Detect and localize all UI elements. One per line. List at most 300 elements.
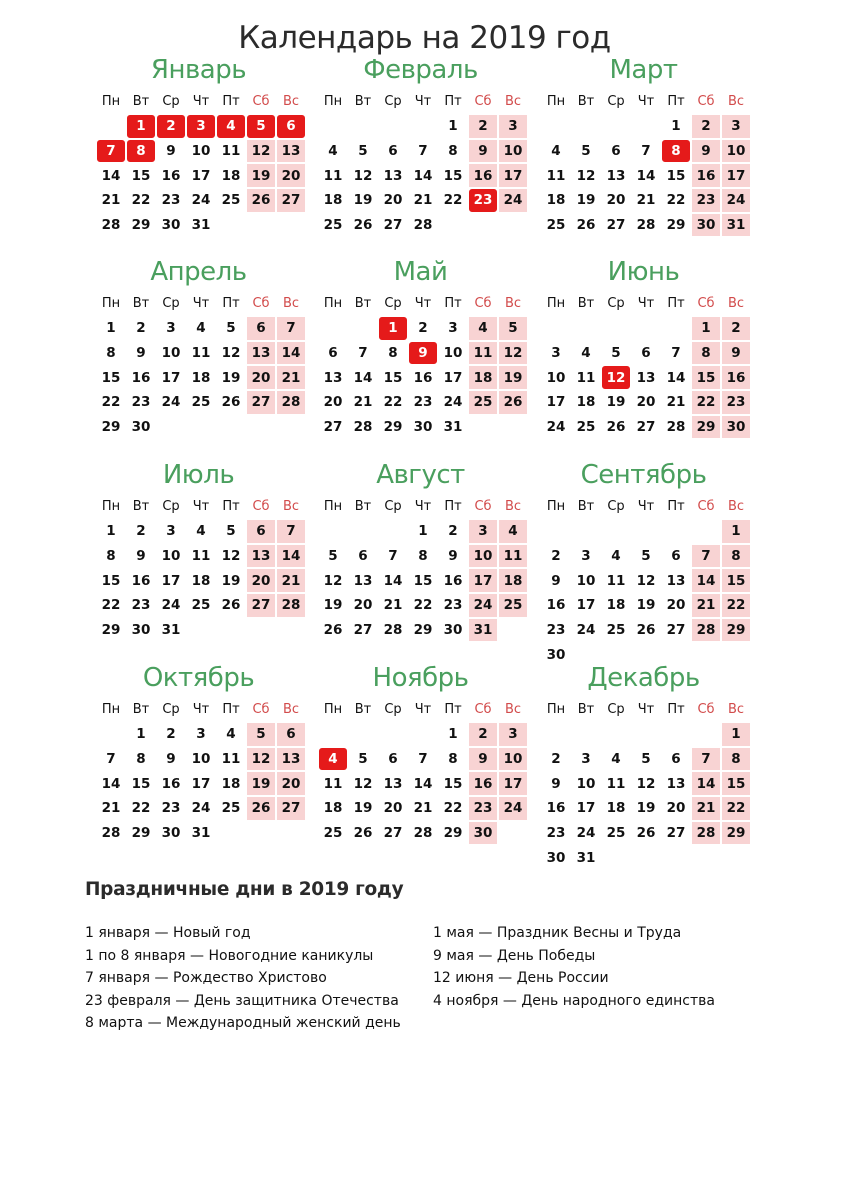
weekend-day: 27 (246, 593, 276, 618)
weekday-header (96, 88, 306, 114)
weekday-header (318, 88, 528, 114)
day: 2 (448, 523, 458, 540)
day: 27 (383, 825, 403, 842)
day: 1 (448, 118, 458, 135)
empty-day (348, 114, 378, 139)
empty-day (541, 316, 571, 341)
day: 8 (106, 548, 116, 565)
day: 23 (131, 597, 151, 614)
day: 22 (443, 800, 463, 817)
weekday-label: Чт (637, 701, 655, 717)
weekday-label: Сб (252, 701, 270, 717)
weekday-label: Ср (162, 295, 180, 311)
day: 25 (221, 192, 241, 209)
day: 2 (136, 320, 146, 337)
day: 16 (413, 369, 433, 386)
weekday-header (318, 493, 528, 519)
empty-day (498, 213, 528, 238)
weekday-header (541, 696, 751, 722)
day: 3 (448, 320, 458, 337)
weekday-label: Вт (132, 295, 150, 311)
holidays-list-left (85, 922, 401, 1035)
empty-day (156, 415, 186, 440)
holiday-day: 12 (601, 365, 631, 390)
day: 12 (353, 775, 373, 792)
day: 4 (611, 751, 621, 768)
empty-day (601, 845, 631, 870)
day: 30 (546, 849, 566, 866)
weekday-label: Вт (577, 93, 595, 109)
weekday-label: Вс (504, 295, 522, 311)
empty-day (276, 415, 306, 440)
holiday-item: 12 июня — День России (433, 970, 609, 986)
day: 6 (611, 143, 621, 160)
weekday-label: Пт (222, 701, 240, 717)
day: 18 (221, 167, 241, 184)
day: 22 (413, 597, 433, 614)
holiday-day: 8 (661, 139, 691, 164)
empty-day (348, 519, 378, 544)
weekend-day: 28 (276, 593, 306, 618)
week-row (541, 821, 751, 846)
day: 9 (551, 775, 561, 792)
week-row (96, 722, 306, 747)
weekday-label: Ср (384, 93, 402, 109)
weekday-header (541, 88, 751, 114)
weekend-day: 20 (276, 771, 306, 796)
week-row (318, 415, 528, 440)
weekend-day: 8 (721, 747, 751, 772)
weekend-day: 20 (276, 163, 306, 188)
month-5 (318, 254, 528, 439)
weekend-day: 28 (691, 618, 721, 643)
week-row (541, 114, 751, 139)
day: 9 (166, 143, 176, 160)
weekend-day: 3 (498, 114, 528, 139)
weekend-day: 21 (276, 365, 306, 390)
empty-day (601, 519, 631, 544)
weekday-label: Пт (222, 295, 240, 311)
empty-day (216, 213, 246, 238)
empty-day (468, 415, 498, 440)
weekday-label: Пн (101, 295, 121, 311)
week-row (541, 544, 751, 569)
weekend-day: 21 (691, 796, 721, 821)
day: 14 (636, 167, 656, 184)
weekend-day: 30 (468, 821, 498, 846)
day: 1 (106, 320, 116, 337)
weekend-day: 31 (721, 213, 751, 238)
month-name: Август (376, 460, 465, 490)
day: 23 (546, 825, 566, 842)
weekend-day: 23 (691, 188, 721, 213)
holiday-item: 1 по 8 января — Новогодние каникулы (85, 947, 374, 964)
weekend-day: 15 (691, 365, 721, 390)
day: 18 (606, 597, 626, 614)
day: 23 (161, 192, 181, 209)
empty-day (541, 519, 571, 544)
day: 16 (161, 775, 181, 792)
empty-day (571, 114, 601, 139)
day: 21 (383, 597, 403, 614)
day: 24 (191, 800, 211, 817)
weekend-day: 17 (498, 771, 528, 796)
holiday-item: 1 мая — Праздник Весны и Труда (433, 925, 682, 941)
week-row (96, 771, 306, 796)
weekday-label: Пт (667, 701, 685, 717)
holiday-item: 9 мая — День Победы (433, 947, 596, 964)
weekend-day: 20 (246, 568, 276, 593)
month-11 (318, 660, 528, 845)
weekday-header (541, 493, 751, 519)
weekday-label: Вс (727, 701, 745, 717)
day: 25 (606, 825, 626, 842)
day: 19 (636, 597, 656, 614)
empty-day (216, 821, 246, 846)
day: 8 (418, 548, 428, 565)
weekday-label: Чт (414, 295, 432, 311)
day: 26 (636, 825, 656, 842)
weekend-day: 6 (276, 722, 306, 747)
day: 22 (131, 800, 151, 817)
day: 10 (576, 572, 596, 589)
week-row (541, 796, 751, 821)
weekend-day: 28 (276, 390, 306, 415)
empty-day (216, 415, 246, 440)
week-row (541, 163, 751, 188)
day: 16 (546, 800, 566, 817)
day: 3 (581, 548, 591, 565)
day: 20 (383, 800, 403, 817)
week-row (96, 188, 306, 213)
holiday-item: 7 января — Рождество Христово (85, 970, 327, 986)
weekday-label: Чт (414, 498, 432, 514)
day: 6 (358, 548, 368, 565)
day: 28 (101, 217, 121, 234)
weekday-label: Вт (577, 295, 595, 311)
day: 28 (383, 622, 403, 639)
weekend-day: 23 (721, 390, 751, 415)
weekday-label: Пн (546, 295, 566, 311)
day: 10 (161, 345, 181, 362)
day: 13 (636, 369, 656, 386)
weekend-day: 21 (276, 568, 306, 593)
weekend-day: 11 (498, 544, 528, 569)
day: 1 (448, 726, 458, 743)
day: 23 (161, 800, 181, 817)
weekend-day: 10 (498, 747, 528, 772)
day: 25 (323, 825, 343, 842)
weekend-day: 12 (246, 747, 276, 772)
week-row (96, 163, 306, 188)
day: 7 (418, 143, 428, 160)
weekend-day: 27 (276, 188, 306, 213)
weekday-label: Чт (637, 93, 655, 109)
weekend-day: 22 (691, 390, 721, 415)
day: 10 (191, 143, 211, 160)
weekday-label: Чт (414, 93, 432, 109)
empty-day (498, 821, 528, 846)
day: 1 (418, 523, 428, 540)
weekday-label: Вс (282, 701, 300, 717)
day: 2 (418, 320, 428, 337)
day: 4 (581, 345, 591, 362)
weekend-day: 27 (276, 796, 306, 821)
weekend-day: 10 (721, 139, 751, 164)
day: 10 (546, 369, 566, 386)
day: 21 (666, 394, 686, 411)
empty-day (661, 316, 691, 341)
weekday-label: Ср (384, 701, 402, 717)
day: 9 (136, 345, 146, 362)
weekday-label: Вс (504, 93, 522, 109)
weekday-label: Пн (101, 701, 121, 717)
weekend-day: 1 (721, 519, 751, 544)
weekend-day: 16 (468, 771, 498, 796)
day: 10 (576, 775, 596, 792)
day: 26 (606, 419, 626, 436)
day: 23 (546, 622, 566, 639)
day: 14 (413, 775, 433, 792)
weekend-day: 19 (246, 771, 276, 796)
weekend-day: 2 (721, 316, 751, 341)
weekend-day: 13 (276, 139, 306, 164)
day: 18 (191, 369, 211, 386)
day: 5 (581, 143, 591, 160)
weekend-day: 5 (246, 722, 276, 747)
day: 26 (353, 217, 373, 234)
day: 19 (353, 800, 373, 817)
weekday-label: Вс (282, 295, 300, 311)
month-name: Февраль (363, 55, 478, 85)
day: 4 (226, 726, 236, 743)
empty-day (246, 213, 276, 238)
day: 11 (323, 775, 343, 792)
day: 31 (161, 622, 181, 639)
empty-day (541, 722, 571, 747)
day: 9 (136, 548, 146, 565)
weekday-label: Вт (132, 93, 150, 109)
empty-day (631, 316, 661, 341)
day: 28 (666, 419, 686, 436)
weekday-label: Сб (252, 93, 270, 109)
week-row (318, 341, 528, 366)
day: 17 (191, 775, 211, 792)
day: 20 (666, 800, 686, 817)
week-row (318, 316, 528, 341)
weekend-day: 4 (468, 316, 498, 341)
week-row (96, 544, 306, 569)
weekday-label: Сб (697, 93, 715, 109)
weekend-day: 3 (468, 519, 498, 544)
week-row (318, 163, 528, 188)
day: 29 (383, 419, 403, 436)
day: 30 (131, 419, 151, 436)
empty-day (318, 519, 348, 544)
day: 13 (666, 775, 686, 792)
day: 11 (606, 775, 626, 792)
day: 4 (611, 548, 621, 565)
month-name: Май (393, 257, 448, 287)
weekend-day: 8 (721, 544, 751, 569)
day: 22 (101, 394, 121, 411)
day: 10 (161, 548, 181, 565)
empty-day (408, 114, 438, 139)
weekday-label: Чт (414, 701, 432, 717)
day: 13 (323, 369, 343, 386)
weekend-day: 6 (246, 316, 276, 341)
empty-day (601, 722, 631, 747)
day: 26 (221, 394, 241, 411)
weekday-label: Чт (637, 498, 655, 514)
week-row (541, 618, 751, 643)
weekday-label: Ср (162, 701, 180, 717)
day: 23 (413, 394, 433, 411)
empty-day (721, 845, 751, 870)
weekend-day: 13 (246, 544, 276, 569)
day: 16 (131, 572, 151, 589)
weekday-header (541, 290, 751, 316)
empty-day (96, 722, 126, 747)
day: 30 (443, 622, 463, 639)
weekday-label: Пн (546, 498, 566, 514)
month-3 (541, 52, 751, 237)
day: 11 (221, 143, 241, 160)
day: 7 (106, 751, 116, 768)
week-row (318, 544, 528, 569)
weekday-label: Вс (282, 498, 300, 514)
day: 20 (666, 597, 686, 614)
day: 12 (221, 548, 241, 565)
day: 10 (191, 751, 211, 768)
weekend-day: 23 (468, 796, 498, 821)
day: 18 (191, 572, 211, 589)
day: 17 (191, 167, 211, 184)
day: 18 (546, 192, 566, 209)
day: 12 (576, 167, 596, 184)
day: 11 (191, 548, 211, 565)
weekend-day: 14 (276, 341, 306, 366)
week-row (96, 213, 306, 238)
day: 3 (581, 751, 591, 768)
day: 20 (383, 192, 403, 209)
week-row (541, 568, 751, 593)
day: 1 (106, 523, 116, 540)
weekend-day: 5 (498, 316, 528, 341)
day: 24 (191, 192, 211, 209)
weekday-label: Пн (323, 701, 343, 717)
day: 28 (101, 825, 121, 842)
day: 5 (641, 751, 651, 768)
weekday-label: Сб (474, 295, 492, 311)
weekend-day: 13 (246, 341, 276, 366)
day: 14 (413, 167, 433, 184)
day: 28 (413, 825, 433, 842)
weekend-day: 7 (276, 316, 306, 341)
month-7 (96, 457, 306, 642)
day: 29 (131, 825, 151, 842)
day: 12 (353, 167, 373, 184)
empty-day (601, 114, 631, 139)
weekday-header (96, 290, 306, 316)
empty-day (661, 845, 691, 870)
week-row (96, 341, 306, 366)
holiday-day: 8 (126, 139, 156, 164)
empty-day (186, 415, 216, 440)
empty-day (318, 722, 348, 747)
weekday-label: Пт (667, 498, 685, 514)
month-12 (541, 660, 751, 870)
day: 29 (131, 217, 151, 234)
weekend-day: 7 (691, 544, 721, 569)
weekday-label: Вт (354, 295, 372, 311)
weekday-label: Вс (504, 701, 522, 717)
day: 24 (443, 394, 463, 411)
weekday-label: Чт (192, 295, 210, 311)
week-row (96, 747, 306, 772)
empty-day (96, 114, 126, 139)
day: 14 (101, 167, 121, 184)
day: 17 (576, 800, 596, 817)
day: 5 (611, 345, 621, 362)
weekend-day: 16 (468, 163, 498, 188)
weekend-day: 29 (721, 618, 751, 643)
weekday-label: Пт (667, 93, 685, 109)
day: 30 (131, 622, 151, 639)
weekday-label: Пн (101, 498, 121, 514)
weekday-label: Пн (546, 93, 566, 109)
empty-day (571, 316, 601, 341)
day: 19 (221, 572, 241, 589)
weekday-label: Вс (727, 93, 745, 109)
weekday-label: Ср (384, 295, 402, 311)
weekday-label: Сб (697, 295, 715, 311)
weekday-header (318, 290, 528, 316)
week-row (541, 316, 751, 341)
day: 8 (448, 143, 458, 160)
day: 5 (226, 320, 236, 337)
holidays-list-right (433, 922, 715, 1012)
weekday-label: Вт (132, 701, 150, 717)
weekend-day: 17 (468, 568, 498, 593)
week-row (318, 188, 528, 213)
day: 29 (101, 419, 121, 436)
day: 6 (388, 751, 398, 768)
day: 7 (641, 143, 651, 160)
week-row (318, 139, 528, 164)
day: 17 (161, 369, 181, 386)
day: 17 (161, 572, 181, 589)
week-row (318, 771, 528, 796)
day: 1 (671, 118, 681, 135)
weekday-label: Пт (444, 701, 462, 717)
weekend-day: 6 (246, 519, 276, 544)
day: 11 (221, 751, 241, 768)
holiday-item: 23 февраля — День защитника Отечества (85, 992, 399, 1009)
day: 25 (191, 597, 211, 614)
day: 21 (636, 192, 656, 209)
empty-day (541, 114, 571, 139)
weekend-day: 17 (498, 163, 528, 188)
weekday-label: Сб (252, 498, 270, 514)
week-row (318, 593, 528, 618)
day: 15 (101, 369, 121, 386)
day: 7 (418, 751, 428, 768)
day: 6 (671, 548, 681, 565)
weekday-label: Сб (474, 498, 492, 514)
week-row (96, 618, 306, 643)
day: 5 (226, 523, 236, 540)
